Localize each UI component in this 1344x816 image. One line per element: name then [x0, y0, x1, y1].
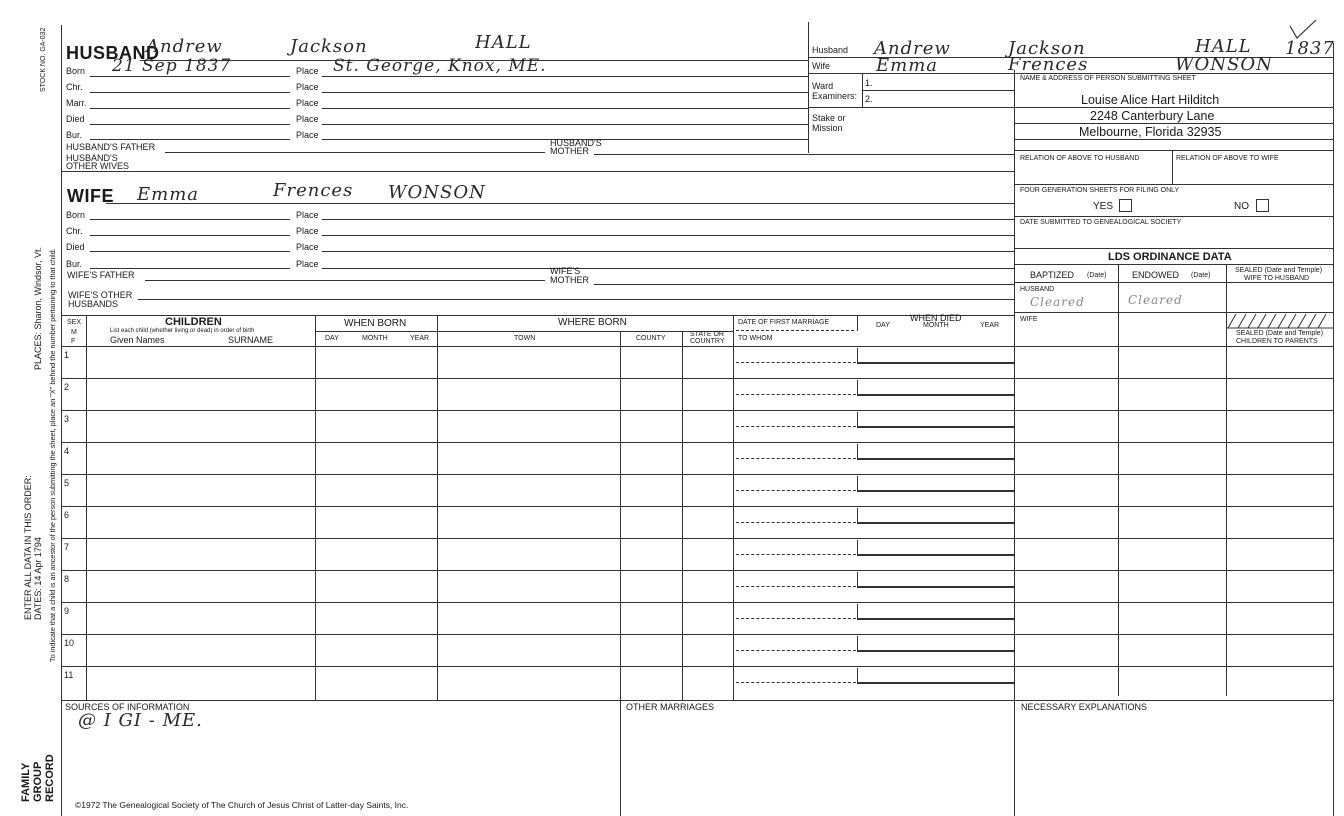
husband-mother-label: MOTHER	[550, 146, 589, 156]
wife-given-name[interactable]: Emma	[137, 184, 200, 205]
date-submitted-label: DATE SUBMITTED TO GENEALOGICAL SOCIETY	[1020, 219, 1182, 226]
marriage-dashed-line	[736, 490, 856, 491]
row-number: 7	[64, 542, 70, 552]
husband-chr-label: Chr.	[66, 82, 83, 92]
died-date-line	[857, 650, 1014, 652]
necessary-explanations-label: NECESSARY EXPLANATIONS	[1021, 702, 1148, 712]
wife-to-husband-label: WIFE TO HUSBAND	[1244, 275, 1310, 282]
header-wife-label: Wife	[812, 61, 830, 71]
no-checkbox[interactable]	[1256, 199, 1269, 212]
examiners-label: Examiners:	[812, 91, 858, 101]
born-month-label: MONTH	[362, 335, 388, 342]
wife-other-husbands-label: HUSBANDS	[68, 299, 119, 309]
when-died-label: WHEN DIED	[910, 313, 962, 323]
died-date-line	[857, 554, 1014, 556]
row-divider	[61, 538, 1333, 539]
sealed-wife-husband-label: SEALED (Date and Temple)	[1235, 267, 1323, 274]
examiner-2-label: 2.	[865, 94, 873, 104]
county-label: COUNTY	[636, 335, 666, 342]
died-date-line	[857, 426, 1014, 428]
died-date-tick	[857, 636, 858, 650]
wife-died-label: Died	[66, 242, 85, 252]
copyright-notice: ©1972 The Genealogical Society of The Church of Jesus Christ of Latter-day Saints, Inc.	[75, 800, 409, 810]
wife-other-husbands-label-top: WIFE'S OTHER	[68, 290, 133, 300]
row-number: 3	[64, 414, 70, 424]
hatched-cell	[1226, 313, 1333, 329]
husband-marr-label: Marr.	[66, 98, 87, 108]
ward-label: Ward	[812, 81, 834, 91]
places-note: PLACES: Sharon, Windsor, Vt.	[33, 246, 43, 370]
husband-other-wives-label-top: HUSBAND'S	[66, 153, 118, 163]
marriage-dashed-line	[736, 586, 856, 587]
died-date-tick	[857, 604, 858, 618]
wife-father-label: WIFE'S FATHER	[67, 270, 135, 280]
relation-wife-label: RELATION OF ABOVE TO WIFE	[1176, 155, 1279, 162]
row-divider	[61, 666, 1333, 667]
form-title-record: RECORD	[44, 754, 56, 802]
died-date-line	[857, 394, 1014, 396]
row-number: 1	[64, 350, 70, 360]
form-title-family: FAMILY	[20, 762, 32, 802]
submitter-street[interactable]: 2248 Canterbury Lane	[1090, 109, 1215, 123]
lds-wife-label: WIFE	[1020, 316, 1038, 323]
four-generation-label: FOUR GENERATION SHEETS FOR FILING ONLY	[1020, 187, 1180, 194]
first-marriage-label: DATE OF FIRST MARRIAGE	[738, 319, 830, 326]
husband-endowed-cleared[interactable]: Cleared	[1128, 293, 1183, 307]
endowed-label: ENDOWED	[1132, 270, 1179, 280]
died-date-tick	[857, 476, 858, 490]
wife-middle-name[interactable]: Frences	[273, 180, 354, 201]
row-number: 5	[64, 478, 70, 488]
died-date-tick	[857, 348, 858, 362]
header-husband-year[interactable]: 1837	[1285, 38, 1335, 59]
row-number: 2	[64, 382, 70, 392]
row-divider	[61, 634, 1333, 635]
row-divider	[61, 410, 1333, 411]
husband-middle-name[interactable]: Jackson	[290, 36, 368, 57]
wife-surname[interactable]: WONSON	[388, 182, 486, 203]
died-date-tick	[857, 572, 858, 586]
submitter-label: NAME & ADDRESS OF PERSON SUBMITTING SHEET	[1020, 75, 1196, 82]
header-husband-surname[interactable]: HALL	[1195, 36, 1252, 57]
husband-bur-place-label: Place	[296, 130, 319, 140]
died-date-tick	[857, 668, 858, 682]
husband-born-date[interactable]: 21 Sep 1837	[112, 56, 232, 76]
children-title: CHILDREN	[165, 316, 222, 328]
husband-marr-place-label: Place	[296, 98, 319, 108]
husband-surname[interactable]: HALL	[475, 32, 532, 53]
row-divider	[61, 474, 1333, 475]
mission-label: Mission	[812, 123, 843, 133]
yes-checkbox[interactable]	[1119, 199, 1132, 212]
sealed-children-label: SEALED (Date and Temple)	[1236, 330, 1324, 337]
died-date-line	[857, 618, 1014, 620]
stock-number: STOCK NO. GA-032	[40, 27, 47, 92]
other-marriages-label: OTHER MARRIAGES	[626, 702, 715, 712]
examiner-1-label: 1.	[865, 78, 873, 88]
died-date-line	[857, 522, 1014, 524]
row-number: 11	[64, 670, 74, 680]
header-husband-middle[interactable]: Jackson	[1008, 38, 1086, 59]
row-number: 8	[64, 574, 70, 584]
marriage-dashed-line	[736, 458, 856, 459]
sex-m-label: M	[71, 329, 77, 336]
marriage-dashed-line	[736, 650, 856, 651]
stake-label: Stake or	[812, 113, 846, 123]
died-date-tick	[857, 508, 858, 522]
header-wife-given[interactable]: Emma	[876, 55, 939, 76]
husband-mother-label-top: HUSBAND'S	[550, 138, 602, 148]
lds-husband-label: HUSBAND	[1020, 286, 1055, 293]
marriage-dashed-line	[736, 618, 856, 619]
children-to-parents-label: CHILDREN TO PARENTS	[1236, 338, 1318, 345]
header-wife-middle[interactable]: Frences	[1008, 54, 1089, 75]
to-whom-label: TO WHOM	[738, 335, 773, 342]
state-label: STATE OR	[690, 331, 724, 338]
child-ancestor-instruction: To indicate that a child is an ancestor of the person submitting the sheet, place an "X" behind the number pertaining to that child.	[48, 248, 57, 662]
wife-born-label: Born	[66, 210, 86, 220]
died-month-label: MONTH	[923, 322, 949, 329]
children-instruction: List each child (whether living or dead) in order of birth	[110, 328, 255, 334]
husband-given-name[interactable]: Andrew	[146, 36, 223, 57]
yes-label: YES	[1093, 201, 1114, 212]
country-label: COUNTRY	[690, 338, 725, 345]
husband-heading: HUSBAND	[66, 43, 160, 63]
wife-heading: WIFE	[67, 186, 114, 206]
town-label: TOWN	[514, 335, 536, 342]
children-surname-label: SURNAME	[228, 335, 274, 345]
row-divider	[61, 378, 1333, 379]
wife-bur-place-label: Place	[296, 259, 319, 269]
submitter-city[interactable]: Melbourne, Florida 32935	[1079, 125, 1222, 139]
died-date-line	[857, 682, 1014, 684]
check-mark-icon	[1288, 18, 1318, 42]
row-number: 9	[64, 606, 70, 616]
marriage-dashed-line	[736, 554, 856, 555]
row-number: 6	[64, 510, 70, 520]
husband-born-label: Born	[66, 66, 86, 76]
husband-baptized-cleared[interactable]: Cleared	[1030, 295, 1085, 309]
died-date-line	[857, 586, 1014, 588]
enter-data-order: ENTER ALL DATA IN THIS ORDER:	[23, 475, 33, 620]
wife-born-place-label: Place	[296, 210, 319, 220]
when-born-label: WHEN BORN	[344, 318, 407, 329]
wife-chr-place-label: Place	[296, 226, 319, 236]
where-born-label: WHERE BORN	[558, 317, 627, 328]
row-divider	[61, 570, 1333, 571]
died-date-line	[857, 458, 1014, 460]
died-year-label: YEAR	[980, 322, 1000, 329]
header-husband-given[interactable]: Andrew	[874, 38, 951, 59]
given-names-label: Given Names	[110, 335, 165, 345]
no-label: NO	[1234, 201, 1249, 212]
born-day-label: DAY	[325, 335, 339, 342]
endowed-date-label: (Date)	[1191, 272, 1211, 279]
marriage-dashed-line	[736, 522, 856, 523]
marriage-dashed-line	[736, 362, 856, 363]
row-divider	[61, 602, 1333, 603]
husband-other-wives-label: OTHER WIVES	[66, 161, 130, 171]
row-divider	[61, 506, 1333, 507]
husband-born-place-label: Place	[296, 66, 319, 76]
died-date-line	[857, 490, 1014, 492]
sex-label: SEX	[67, 319, 82, 326]
marriage-dashed-line	[736, 682, 856, 683]
sex-f-label: F	[71, 338, 76, 345]
died-date-tick	[857, 412, 858, 426]
baptized-label: BAPTIZED	[1030, 270, 1075, 280]
wife-died-place-label: Place	[296, 242, 319, 252]
wife-bur-label: Bur.	[66, 259, 83, 269]
marriage-dashed-line	[736, 394, 856, 395]
husband-chr-place-label: Place	[296, 82, 319, 92]
wife-chr-label: Chr.	[66, 226, 83, 236]
died-date-tick	[857, 380, 858, 394]
form-title-group: GROUP	[32, 761, 44, 802]
husband-born-place[interactable]: St. George, Knox, ME.	[333, 56, 547, 76]
husband-died-place-label: Place	[296, 114, 319, 124]
died-date-line	[857, 362, 1014, 364]
born-year-label: YEAR	[410, 335, 430, 342]
husband-father-label: HUSBAND'S FATHER	[66, 142, 156, 152]
husband-died-label: Died	[66, 114, 85, 124]
row-number: 10	[64, 638, 75, 648]
lds-title: LDS ORDINANCE DATA	[1108, 251, 1232, 263]
row-divider	[61, 442, 1333, 443]
died-day-label: DAY	[876, 322, 890, 329]
relation-husband-label: RELATION OF ABOVE TO HUSBAND	[1020, 155, 1140, 162]
marriage-dashed-line	[736, 426, 856, 427]
died-date-tick	[857, 540, 858, 554]
wife-mother-label-top: WIFE'S	[550, 266, 581, 276]
sources-label: SOURCES OF INFORMATION	[65, 702, 190, 712]
dates-note: DATES: 14 Apr 1794	[33, 537, 43, 620]
row-number: 4	[64, 446, 70, 456]
header-wife-surname[interactable]: WONSON	[1175, 54, 1273, 75]
wife-mother-label: MOTHER	[550, 275, 589, 285]
header-husband-label: Husband	[812, 45, 849, 55]
died-date-tick	[857, 444, 858, 458]
baptized-date-label: (Date)	[1087, 272, 1107, 279]
sources-value[interactable]: @ I GI - ME.	[78, 710, 203, 731]
submitter-name[interactable]: Louise Alice Hart Hilditch	[1081, 93, 1220, 107]
husband-bur-label: Bur.	[66, 130, 83, 140]
